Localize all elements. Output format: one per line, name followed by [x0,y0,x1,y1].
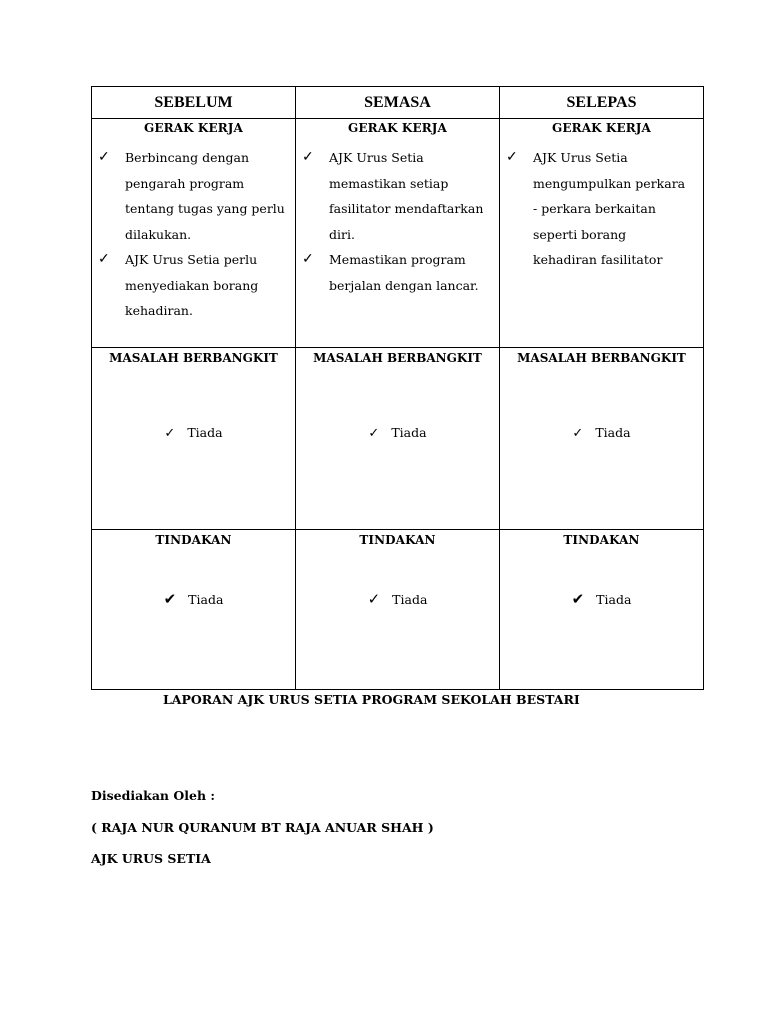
list-item-text: AJK Urus Setia memastikan setiap fasilitator mendaftarkan diri. [329,150,484,242]
checkmark-icon: ✓ [98,149,110,165]
section-title: MASALAH BERBANGKIT [109,351,278,365]
gerak-kerja-row [92,119,704,348]
status-item [296,425,499,441]
report-table [91,86,704,690]
checkmark-icon: ✓ [572,426,584,441]
section-title: TINDAKAN [155,533,232,547]
section-title: TINDAKAN [359,533,436,547]
status-text: Tiada [596,592,632,607]
tindakan-cell-semasa [296,530,500,690]
preparer-role: AJK URUS SETIA [91,851,211,866]
section-title: GERAK KERJA [552,121,651,135]
gerak-kerja-cell-semasa [296,119,500,348]
tindakan-row [92,530,704,690]
masalah-berbangkit-row [92,348,704,530]
list-item [92,145,295,247]
list-item [296,247,499,298]
status-item [92,425,295,441]
tindakan-cell-selepas [500,530,704,690]
list-item [92,247,295,324]
item-list [92,145,295,324]
gerak-kerja-cell-sebelum [92,119,296,348]
status-item [296,590,499,608]
section-title: GERAK KERJA [144,121,243,135]
status-text: Tiada [595,425,631,440]
header-row [92,87,704,119]
status-text: Tiada [187,425,223,440]
status-item [500,590,703,608]
section-title: MASALAH BERBANGKIT [313,351,482,365]
checkmark-icon: ✔ [163,590,177,608]
section-title: GERAK KERJA [348,121,447,135]
tindakan-cell-sebelum [92,530,296,690]
checkmark-icon: ✓ [367,590,381,608]
header-selepas: SELEPAS [500,87,704,119]
status-text: Tiada [188,592,224,607]
status-text: Tiada [392,592,428,607]
checkmark-icon: ✔ [571,590,585,608]
list-item-text: AJK Urus Setia perlu menyediakan borang kehadiran. [125,252,259,318]
checkmark-icon: ✓ [164,426,176,441]
status-text: Tiada [391,425,427,440]
list-item-text: AJK Urus Setia mengumpulkan perkara - perkara berkaitan seperti borang kehadiran fasilitator [533,150,686,267]
list-item [296,145,499,247]
item-list [296,145,499,298]
status-item [92,590,295,608]
checkmark-icon: ✓ [506,149,518,165]
masalah-cell-semasa [296,348,500,530]
masalah-cell-sebelum [92,348,296,530]
list-item [500,145,703,273]
item-list [500,145,703,273]
prepared-by-label: Disediakan Oleh : [91,788,216,803]
checkmark-icon: ✓ [302,149,314,165]
section-title: TINDAKAN [563,533,640,547]
section-title: MASALAH BERBANGKIT [517,351,686,365]
header-semasa: SEMASA [296,87,500,119]
table-caption: LAPORAN AJK URUS SETIA PROGRAM SEKOLAH BESTARI [163,692,580,707]
checkmark-icon: ✓ [302,251,314,267]
checkmark-icon: ✓ [368,426,380,441]
checkmark-icon: ✓ [98,251,110,267]
list-item-text: Berbincang dengan pengarah program tentang tugas yang perlu dilakukan. [125,150,285,242]
list-item-text: Memastikan program berjalan dengan lancar. [329,252,479,293]
gerak-kerja-cell-selepas [500,119,704,348]
preparer-name: ( RAJA NUR QURANUM BT RAJA ANUAR SHAH ) [91,820,434,835]
header-sebelum: SEBELUM [92,87,296,119]
masalah-cell-selepas [500,348,704,530]
status-item [500,425,703,441]
